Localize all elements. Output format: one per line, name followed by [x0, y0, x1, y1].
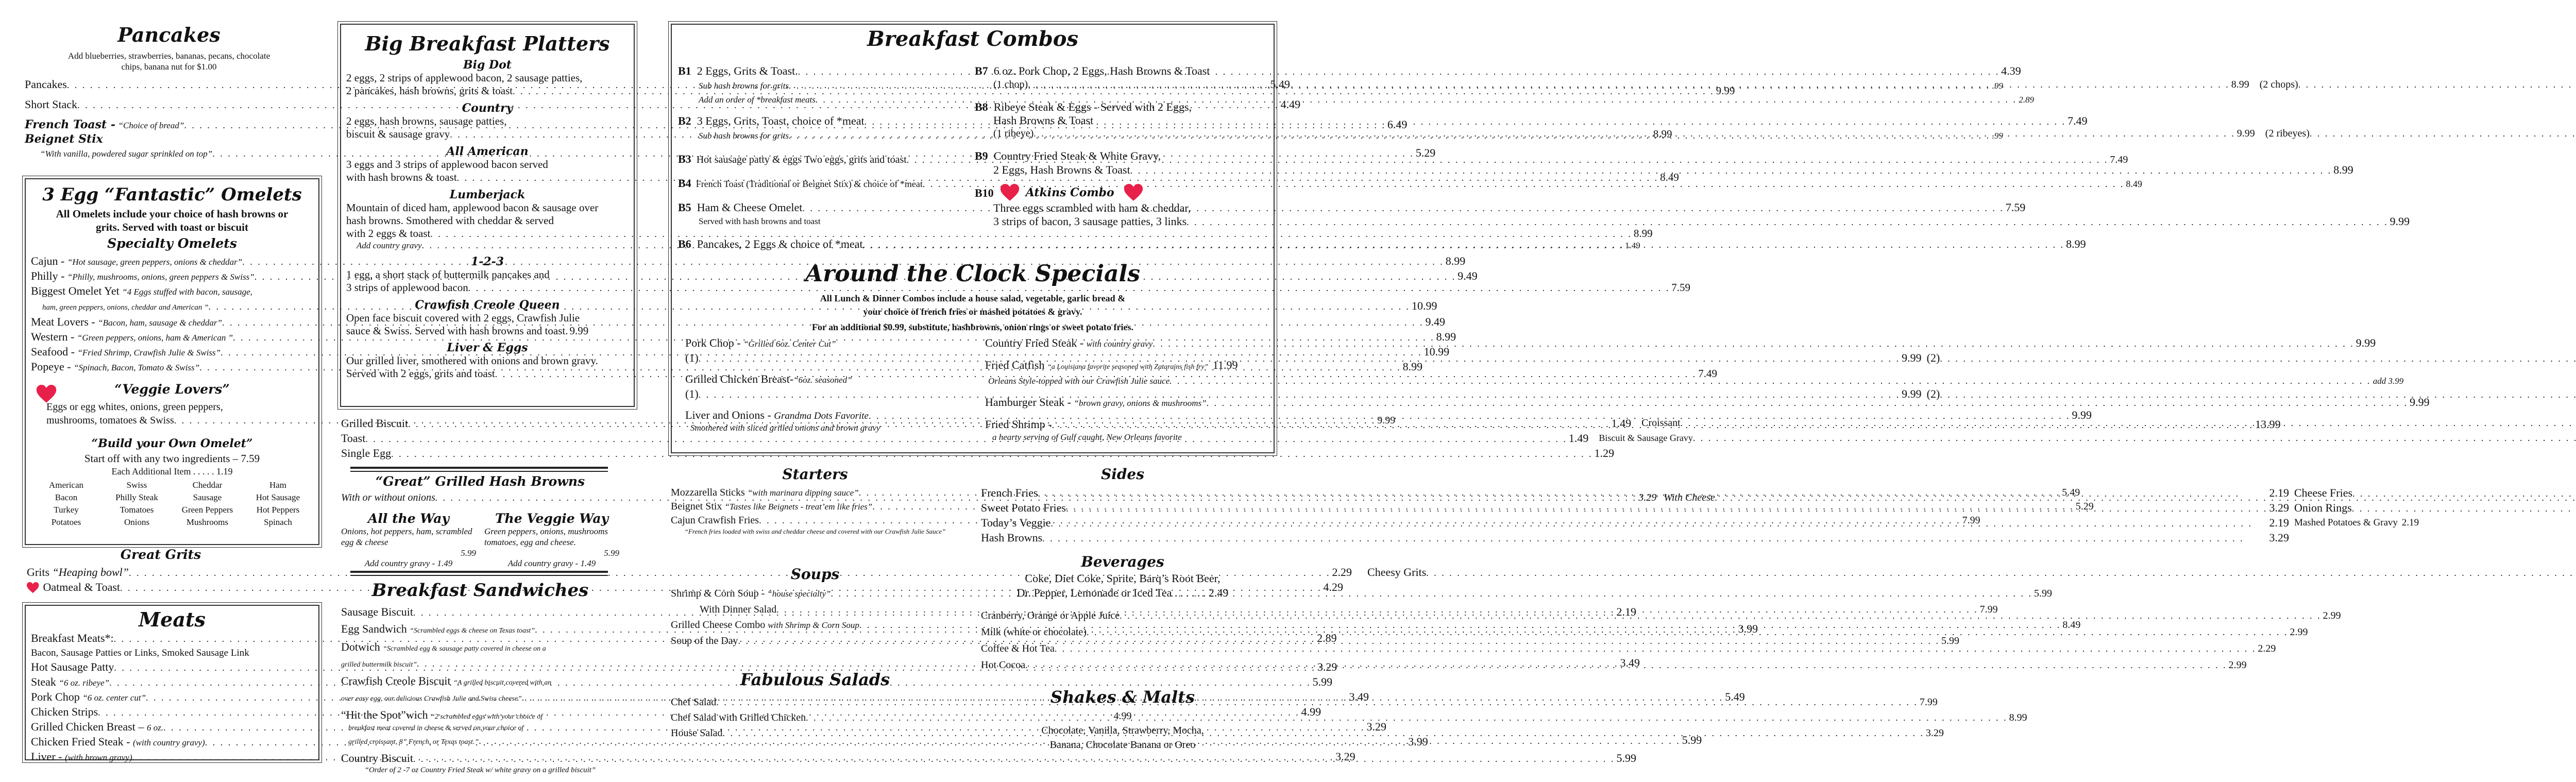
combo: B7 6 oz. Pork Chop, 2 Eggs, Hash Browns & Toast (1 chop) . . . 8.99 (2 chops) . . .: [975, 64, 1261, 92]
platter-desc: 2 eggs, 2 strips of applewood bacon, 2 sausage patties,: [346, 72, 583, 84]
ingredient: Potatoes: [51, 517, 81, 527]
divider: [350, 571, 608, 573]
sides-title: Sides: [1100, 466, 1144, 483]
divider: [350, 471, 608, 472]
starters-title: Starters: [782, 466, 848, 483]
menu-item: ham, green peppers, onions, cheddar and American ” . . . 10.99: [31, 299, 313, 315]
shakes-flavors: Banana, Chocolate Banana or Oreo: [1049, 739, 1196, 751]
ingredient: American: [48, 480, 84, 490]
platter-desc: hash browns. Smothered with cheddar & served: [346, 214, 554, 227]
platter-desc: 1 egg, a short stack of buttermilk pancakes and: [346, 268, 550, 281]
ingredient: Green Peppers: [181, 505, 233, 515]
menu-item: Mozzarella Sticks “with marinara dipping sauce” . . . 5.49: [671, 486, 959, 500]
menu-item: 2 pancakes, hash browns, grits & toast . . . 9.99: [346, 84, 629, 97]
breakfast-meats-note: Bacon, Sausage Patties or Links, Smoked Sausage Link: [31, 648, 249, 658]
special: Country Fried Steak - with country gravy . . . 9.99: [985, 336, 1263, 351]
combo: B9 Country Fried Steak & White Gravy, 2 Eggs, Hash Browns & Toast . . . 8.99: [975, 149, 1261, 178]
all-the-way-price: 5.99: [461, 548, 476, 558]
soda-list: Coke, Diet Coke, Sprite, Barq’s Root Beer,: [1025, 572, 1221, 585]
sandwich-desc: breakfast meat covered in cheese & served on your choice of: [348, 724, 524, 732]
ingredient: Onions: [124, 517, 150, 527]
menu-item: Pancakes . . . 5.49: [25, 77, 313, 92]
byo-title: “Build your Own Omelet”: [91, 437, 253, 450]
ingredient: Philly Steak: [115, 492, 158, 502]
menu-item: Chicken Fried Steak - (with country gravy) . . . 3.99: [31, 735, 313, 750]
all-the-way-sub: Add country gravy - 1.49: [364, 558, 453, 568]
menu-item: Croissant . . .: [1641, 416, 2576, 431]
salads-title: Fabulous Salads: [740, 670, 890, 689]
menu-item: Milk (white or chocolate) . . . 2.99: [981, 624, 1264, 640]
menu-item: Mashed Potatoes & Gravy 2.19: [2294, 517, 2419, 528]
all-the-way-desc: Onions, hot peppers, ham, scrambled egg & cheese: [341, 526, 472, 547]
heart-icon: [36, 385, 57, 403]
ingredient: Tomatoes: [120, 505, 154, 515]
menu-item: Beignet Stix “Tastes like Beignets - treat’em like fries” . . . 5.29: [671, 500, 959, 514]
byo-note: Start off with any two ingredients – 7.59: [84, 452, 260, 465]
all-the-way: [341, 511, 476, 569]
menu-item: Crawfish Creole Biscuit “A grilled biscuit covered with an: [341, 674, 552, 687]
platter-desc: Mountain of diced ham, applewood bacon & sausage over: [346, 201, 599, 214]
menu-item: French Toast - “Choice of bread” . . . 6.49: [25, 117, 313, 132]
menu-item: Meat Lovers - “Bacon, ham, sausage & cheddar” . . . 9.49: [31, 315, 313, 330]
grits-title: Great Grits: [120, 547, 201, 562]
platter-name: Lumberjack: [449, 188, 526, 201]
menu-item: grilled buttermilk biscuit” . . . 3.49: [341, 656, 619, 672]
menu-item: with 2 eggs & toast . . . 8.99: [346, 227, 629, 240]
pancakes-title: Pancakes: [117, 23, 221, 46]
special: Pork Chop - “Grilled 6oz. Center Cut” (1) . . . 9.99 (2) . . .: [685, 336, 958, 366]
menu-item: Popeye - “Spinach, Bacon, Tomato & Swiss” . . . 8.99: [31, 360, 313, 375]
veggie-title: “Veggie Lovers”: [114, 382, 230, 397]
menu-item: Biscuit & Sausage Gravy . . .: [1599, 431, 2576, 446]
ingredient: Ham: [269, 480, 287, 490]
combos-title: Breakfast Combos: [867, 27, 1079, 51]
menu-item: Dotwich “Scrambled egg & sausage patty covered in cheese on a: [341, 640, 546, 653]
platter-desc: Our grilled liver, smothered with onions and brown gravy.: [346, 354, 598, 367]
veggie-desc: Eggs or egg whites, onions, green peppers,: [46, 401, 223, 413]
menu-item: Hot Sausage Patty . . . 3.29: [31, 660, 313, 675]
menu-item: Steak “6 oz. ribeye” . . . 5.99: [31, 675, 313, 690]
menu-item: With Dinner Salad . . . 7.99: [671, 602, 959, 617]
ingredient: Hot Peppers: [256, 505, 300, 515]
platter-desc: Open face biscuit covered with 2 eggs, Crawfish Julie: [346, 312, 580, 324]
platter-name: All American: [446, 145, 529, 158]
combo-desc: Hash Browns & Toast: [993, 114, 1094, 127]
menu-item: “With vanilla, powdered sugar sprinkled on top” . . . 5.29: [25, 146, 313, 161]
shakes-price: 4.99: [1113, 710, 1132, 722]
divider: [350, 467, 608, 469]
special-note: Smothered with sliced grilled onions and brown gravy: [690, 423, 880, 433]
ingredient: Cheddar: [192, 480, 223, 490]
menu-item: Chef Salad with Grilled Chicken . . . 8.99: [671, 710, 959, 725]
special: Fried Shrimp - . . . 13.99 a hearty serving of Gulf caught, New Orleans favorite: [985, 417, 1263, 443]
menu-item: Onion Rings . . .: [2294, 501, 2576, 516]
combo: B1 2 Eggs, Grits & Toast. . . . 4.39 Sub hash browns for grits . . . .99 Add an order of *breakfast meats . . . 2.89: [678, 64, 967, 107]
menu-item: Toast . . . 1.49: [341, 431, 1588, 446]
ingredient: Swiss: [126, 480, 147, 490]
menu-item: Hot Cocoa . . . 2.99: [981, 657, 1264, 673]
menu-item: Breakfast Meats*: . . . 2.89: [31, 631, 313, 646]
menu-item: Add country gravy . . . 1.49: [346, 240, 629, 251]
heart-icon: [27, 582, 39, 593]
shakes-title: Shakes & Malts: [1050, 687, 1195, 707]
pancakes-note: Add blueberries, strawberries, bananas, pecans, chocolate chips, banana nut for $1.00: [67, 51, 270, 72]
menu-item: mushrooms, tomatoes & Swiss . . . 9.99: [31, 414, 313, 428]
beignet-title: Beignet Stix: [25, 132, 103, 146]
clock-note: All Lunch & Dinner Combos include a house salad, vegetable, garlic bread &: [820, 293, 1126, 303]
platter-name: Country: [462, 101, 513, 115]
menu-item: Cajun Crawfish Fries . . . 7.99: [671, 514, 959, 528]
menu-item: sauce & Swiss. Served with hash browns and toast. 9.99: [346, 325, 589, 337]
menu-item: Short Stack . . . 4.49: [25, 97, 313, 112]
veggie-way-sub: Add country gravy - 1.49: [507, 558, 596, 568]
menu-item: “Hit the Spot”wich “2 scrambled eggs with your choice of: [341, 708, 543, 721]
omelets-note: All Omelets include your choice of hash browns or grits. Served with toast or biscuit: [56, 208, 289, 233]
menu-item: Soup of the Day . . . 5.99: [671, 633, 959, 649]
combo: B5 Ham & Cheese Omelet . . . 7.59 Served with hash browns and toast: [678, 200, 967, 228]
menu-item: Grilled Cheese Combo with Shrimp & Corn Soup . . . 8.49: [671, 617, 959, 633]
ingredient-grid: [31, 479, 313, 529]
ingredient: Turkey: [54, 505, 79, 515]
menu-item: Sausage Biscuit . . . 2.19: [341, 605, 619, 620]
combo: B3 Hot sausage patty & eggs Two eggs, grits and toast . . . 7.49: [678, 152, 967, 167]
menu-item: Cheese Fries . . .: [2294, 486, 2576, 501]
shakes-flavors: Chocolate, Vanilla, Strawberry, Mocha,: [1041, 725, 1204, 736]
menu-item: Cheesy Grits . . .: [1367, 565, 2576, 580]
byo-add: Each Additional Item . . . . . 1.19: [111, 466, 233, 477]
combo: B8 Ribeye Steak & Eggs - Served with 2 Eggs, Hash Browns & Toast (1 ribeye) . . . 9.99 (2 ribeyes) . . .: [975, 100, 1261, 141]
menu-item: Served with 2 eggs, grits and toast . . . 7.49: [346, 367, 629, 380]
special: Fried Catfish “a Louisiana favorite seasoned with Zatarains fish fry” 11.99 Orleans Style-topped with our Crawfish Julie sauce . . . add 3.99: [985, 358, 1263, 388]
veggie-way-desc: Green peppers, onions, mushrooms tomatoes, egg and cheese.: [484, 526, 608, 547]
menu-item: Philly - “Philly, mushrooms, onions, green peppers & Swiss” . . . 9.49: [31, 269, 313, 284]
menu-item: Shrimp & Corn Soup - “house specialty” . . . 5.99: [671, 586, 959, 602]
clock-note: For an additional $0.99, substitute, hashbrowns, onion rings or sweet potato fries.: [811, 322, 1134, 332]
combo: B2 3 Eggs, Grits, Toast, choice of *meat . . . 7.49 Sub hash browns for grits . . . .99: [678, 114, 967, 143]
heart-icon: [1124, 184, 1143, 201]
platter: [346, 298, 629, 337]
combo-note: Served with hash browns and toast: [699, 216, 821, 226]
ingredient: Mushrooms: [186, 517, 229, 527]
menu-item: Cajun - “Hot sausage, green peppers, onions & cheddar” . . . 8.99: [31, 254, 313, 269]
combo: B6 Pancakes, 2 Eggs & choice of *meat . . . 8.99: [678, 237, 967, 252]
menu-item: Cranberry, Orange or Apple Juice . . . 2.99: [981, 607, 1264, 624]
combo: B10 Atkins Combo Three eggs scrambled with ham & cheddar, 3 strips of bacon, 3 sausage patties, 3 links . . . 9.99: [975, 184, 1261, 229]
menu-item: Sweet Potato Fries . . . 3.29: [981, 501, 2289, 516]
menu-item: 3 strips of applewood bacon . . . 7.59: [346, 281, 629, 294]
clock-note: your choice of french fries or mashed potatoes & gravy.: [863, 307, 1082, 317]
clock-title: Around the Clock Specials: [805, 261, 1141, 287]
menu-item: House Salad . . . 3.29: [671, 725, 959, 741]
shakes-section: [981, 687, 1264, 752]
menu-item: grilled croissant, 8” French, or Texas toast.” . . . 5.99: [341, 733, 619, 749]
menu-item: Grilled Chicken Breast – 6 oz. . . . 3.29: [31, 720, 313, 735]
menu-item: Grits “Heaping bowl” . . . 2.29: [27, 565, 1352, 580]
menu-item: Chef Salad . . . 7.99: [671, 694, 959, 710]
veggie-way-title: The Veggie Way: [495, 511, 609, 526]
menu-item: Pork Chop “6 oz. center cut” . . . 3.49: [31, 690, 313, 705]
platter-desc: 3 eggs and 3 strips of applewood bacon served: [346, 158, 548, 171]
veggie-way-price: 5.99: [604, 548, 619, 558]
menu-item: Biggest Omelet Yet “4 Eggs stuffed with bacon, sausage,: [31, 284, 252, 297]
menu-item: Country Biscuit . . . 5.99: [341, 751, 619, 766]
menu-item: biscuit & sausage gravy . . . 8.99: [346, 128, 629, 141]
menu-item: with hash browns & toast . . . 8.49: [346, 171, 629, 184]
divider: [350, 575, 608, 576]
omelets-title: 3 Egg “Fantastic” Omelets: [42, 184, 302, 205]
menu-item: over easy egg, our delicious Crawfish Julie and Swiss cheese” . . . 5.49: [341, 690, 619, 706]
menu-item: Egg Sandwich “Scrambled eggs & cheese on Texas toast” . . . 3.99: [341, 622, 619, 638]
menu-item: Chicken Strips . . . 4.99: [31, 705, 313, 720]
platter-name: 1-2-3: [470, 255, 504, 268]
beverages-title: Beverages: [1081, 553, 1164, 570]
veggie-way: [484, 511, 619, 569]
heart-icon: [1000, 184, 1020, 201]
ingredient: Sausage: [193, 492, 222, 502]
soups-title: Soups: [790, 566, 840, 583]
menu-item: Grilled Biscuit . . . 1.49: [341, 416, 1631, 431]
menu-item: French Fries . . . 2.19: [981, 486, 2289, 501]
hashbrowns-title: “Great” Grilled Hash Browns: [375, 474, 585, 489]
sandwich-footnote: “Order of 2 -7 oz Country Fried Steak w/ white gravy on a grilled biscuit”: [364, 766, 596, 774]
menu-item: With or without onions . . . 3.29: [341, 491, 1656, 505]
special: Hamburger Steak - “brown gravy, onions & mushrooms” . . . 9.99: [985, 395, 1263, 410]
ingredient: Bacon: [55, 492, 78, 502]
special: Liver and Onions - Grandma Dots Favorite . . . 9.99 Smothered with sliced grilled onions and brown gravy: [685, 408, 958, 433]
menu-item: Hash Browns . . . 3.29: [981, 531, 2289, 546]
menu-item: Seafood - “Fried Shrimp, Crawfish Julie & Swiss” . . . 10.99: [31, 345, 313, 360]
starters-note: “French fries loaded with swiss and cheddar cheese and covered with our Crawfish Julie Sauce”: [684, 528, 946, 535]
combo-desc: Three eggs scrambled with ham & cheddar,: [993, 201, 1191, 214]
platter-name: Big Dot: [463, 58, 512, 72]
menu-item: Today’s Veggie . . . 2.19: [981, 516, 2289, 531]
ingredient: Spinach: [264, 517, 292, 527]
sandwiches-title: Breakfast Sandwiches: [371, 580, 589, 601]
all-the-way-title: All the Way: [367, 511, 450, 526]
platter-name: Crawfish Creole Queen: [415, 298, 560, 312]
soda-list: Dr. Pepper, Lemonade or Iced Tea . . . . . . 2.49: [1016, 586, 1229, 599]
special: Grilled Chicken Breast- “6oz. seasoned” (1) . . . 9.99 (2) . . .: [685, 372, 958, 402]
specialty-title: Specialty Omelets: [107, 236, 237, 251]
menu-item: Oatmeal & Toast . . . 4.29: [27, 580, 295, 595]
platter-name: Liver & Eggs: [447, 341, 528, 354]
menu-item: Western - “Green peppers, onions, ham & American ” . . . 8.99: [31, 330, 313, 345]
meats-title: Meats: [139, 608, 206, 631]
menu-item: Liver - (with brown gravy) . . . 3.29: [31, 750, 313, 764]
combo: B4 French Toast (Traditional or Beignet Stix) & choice of *meat . . . 8.49: [678, 176, 967, 191]
menu-item: Coffee & Hot Tea . . . 2.29: [981, 640, 1264, 657]
special-note: a hearty serving of Gulf caught, New Orleans favorite: [992, 432, 1182, 442]
menu-item: With Cheese . . .: [1664, 491, 2576, 505]
platter-desc: 2 eggs, hash browns, sausage patties,: [346, 115, 507, 127]
platters-title: Big Breakfast Platters: [365, 32, 610, 55]
clock-notes: [671, 292, 1275, 334]
ingredient: Hot Sausage: [256, 492, 300, 502]
menu-item: Single Egg . . . 1.29: [341, 446, 476, 461]
